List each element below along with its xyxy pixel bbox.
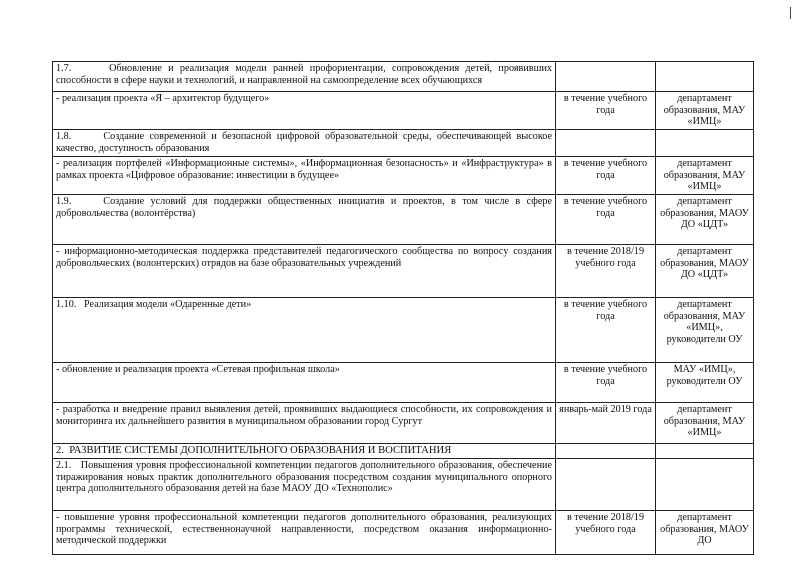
page-edge-mark bbox=[790, 7, 791, 19]
responsible-cell: департамент образования, МАОУ ДО «ЦДТ» bbox=[656, 245, 754, 298]
section-heading-1-10: 1.10. Реализация модели «Одаренные дети» bbox=[53, 298, 556, 363]
term-cell: в течение 2018/19 учебного года bbox=[556, 511, 656, 555]
activity-text: - повышение уровня профессиональной компетенции педагогов дополнительного образования, реализующих программы технической, естественнонаучной направленности, посредством оказания информационно-методической поддержки bbox=[53, 511, 556, 555]
responsible-cell: департамент образования, МАОУ ДО bbox=[656, 511, 754, 555]
responsible-cell: департамент образования, МАУ «ИМЦ» bbox=[656, 403, 754, 444]
term-cell: в течение учебного года bbox=[556, 157, 656, 195]
section-title-2: 2. РАЗВИТИЕ СИСТЕМЫ ДОПОЛНИТЕЛЬНОГО ОБРАЗОВАНИЯ И ВОСПИТАНИЯ bbox=[53, 444, 556, 459]
table-row bbox=[53, 92, 754, 130]
activity-text: - реализация проекта «Я – архитектор будущего» bbox=[53, 92, 556, 130]
table-row bbox=[53, 459, 754, 511]
table-row bbox=[53, 511, 754, 555]
responsible-cell: департамент образования, МАУ «ИМЦ» bbox=[656, 157, 754, 195]
term-cell bbox=[556, 130, 656, 157]
activity-text: - обновление и реализация проекта «Сетевая профильная школа» bbox=[53, 363, 556, 403]
section-heading-2-1: 2.1. Повышения уровня профессиональной компетенции педагогов дополнительного образования, обеспечение тиражирования новых практик дополнительного образования посредством создания муниципального опорного центра дополнительного образования детей на базе МАОУ ДО «Технополис» bbox=[53, 459, 556, 511]
responsible-cell: МАУ «ИМЦ», руководители ОУ bbox=[656, 363, 754, 403]
section-heading-1-8: 1.8. Создание современной и безопасной цифровой образовательной среды, обеспечивающей высокое качество, доступность образования bbox=[53, 130, 556, 157]
term-cell: в течение учебного года bbox=[556, 363, 656, 403]
activity-text: - реализация портфелей «Информационные системы», «Информационная безопасность» и «Инфраструктура» в рамках проекта «Цифровое образование: инвестиции в будущее» bbox=[53, 157, 556, 195]
term-cell bbox=[556, 444, 656, 459]
activity-text: - информационно-методическая поддержка представителей педагогического сообщества по вопросу создания добровольческих (волонтерских) отрядов на базе образовательных учреждений bbox=[53, 245, 556, 298]
table-row bbox=[53, 363, 754, 403]
term-cell: в течение 2018/19 учебного года bbox=[556, 245, 656, 298]
responsible-cell bbox=[656, 444, 754, 459]
term-cell bbox=[556, 459, 656, 511]
term-cell: в течение учебного года bbox=[556, 92, 656, 130]
term-cell: в течение учебного года bbox=[556, 298, 656, 363]
section-heading-1-9: 1.9. Создание условий для поддержки общественных инициатив и проектов, в том числе в сфере добровольчества (волонтёрства) bbox=[53, 195, 556, 245]
term-cell: в течение учебного года bbox=[556, 195, 656, 245]
activity-text: - разработка и внедрение правил выявления детей, проявивших выдающиеся способности, их сопровождения и мониторинга их дальнейшего развития в муниципальном образовании город Сургут bbox=[53, 403, 556, 444]
table-row bbox=[53, 403, 754, 444]
responsible-cell: департамент образования, МАУ «ИМЦ», руководители ОУ bbox=[656, 298, 754, 363]
table-row bbox=[53, 157, 754, 195]
table-row bbox=[53, 444, 754, 459]
responsible-cell bbox=[656, 459, 754, 511]
responsible-cell bbox=[656, 130, 754, 157]
term-cell bbox=[556, 62, 656, 92]
plan-table bbox=[52, 61, 754, 555]
table-row bbox=[53, 130, 754, 157]
section-heading-1-7: 1.7. Обновление и реализация модели ранней профориентации, сопровождения детей, проявивших способности в сфере науки и технологий, и направленной на самоопределение всех обучающихся bbox=[53, 62, 556, 92]
responsible-cell bbox=[656, 62, 754, 92]
table-row bbox=[53, 245, 754, 298]
table-row bbox=[53, 62, 754, 92]
term-cell: январь-май 2019 года bbox=[556, 403, 656, 444]
table-row bbox=[53, 195, 754, 245]
responsible-cell: департамент образования, МАУ «ИМЦ» bbox=[656, 92, 754, 130]
table-row bbox=[53, 298, 754, 363]
responsible-cell: департамент образования, МАОУ ДО «ЦДТ» bbox=[656, 195, 754, 245]
